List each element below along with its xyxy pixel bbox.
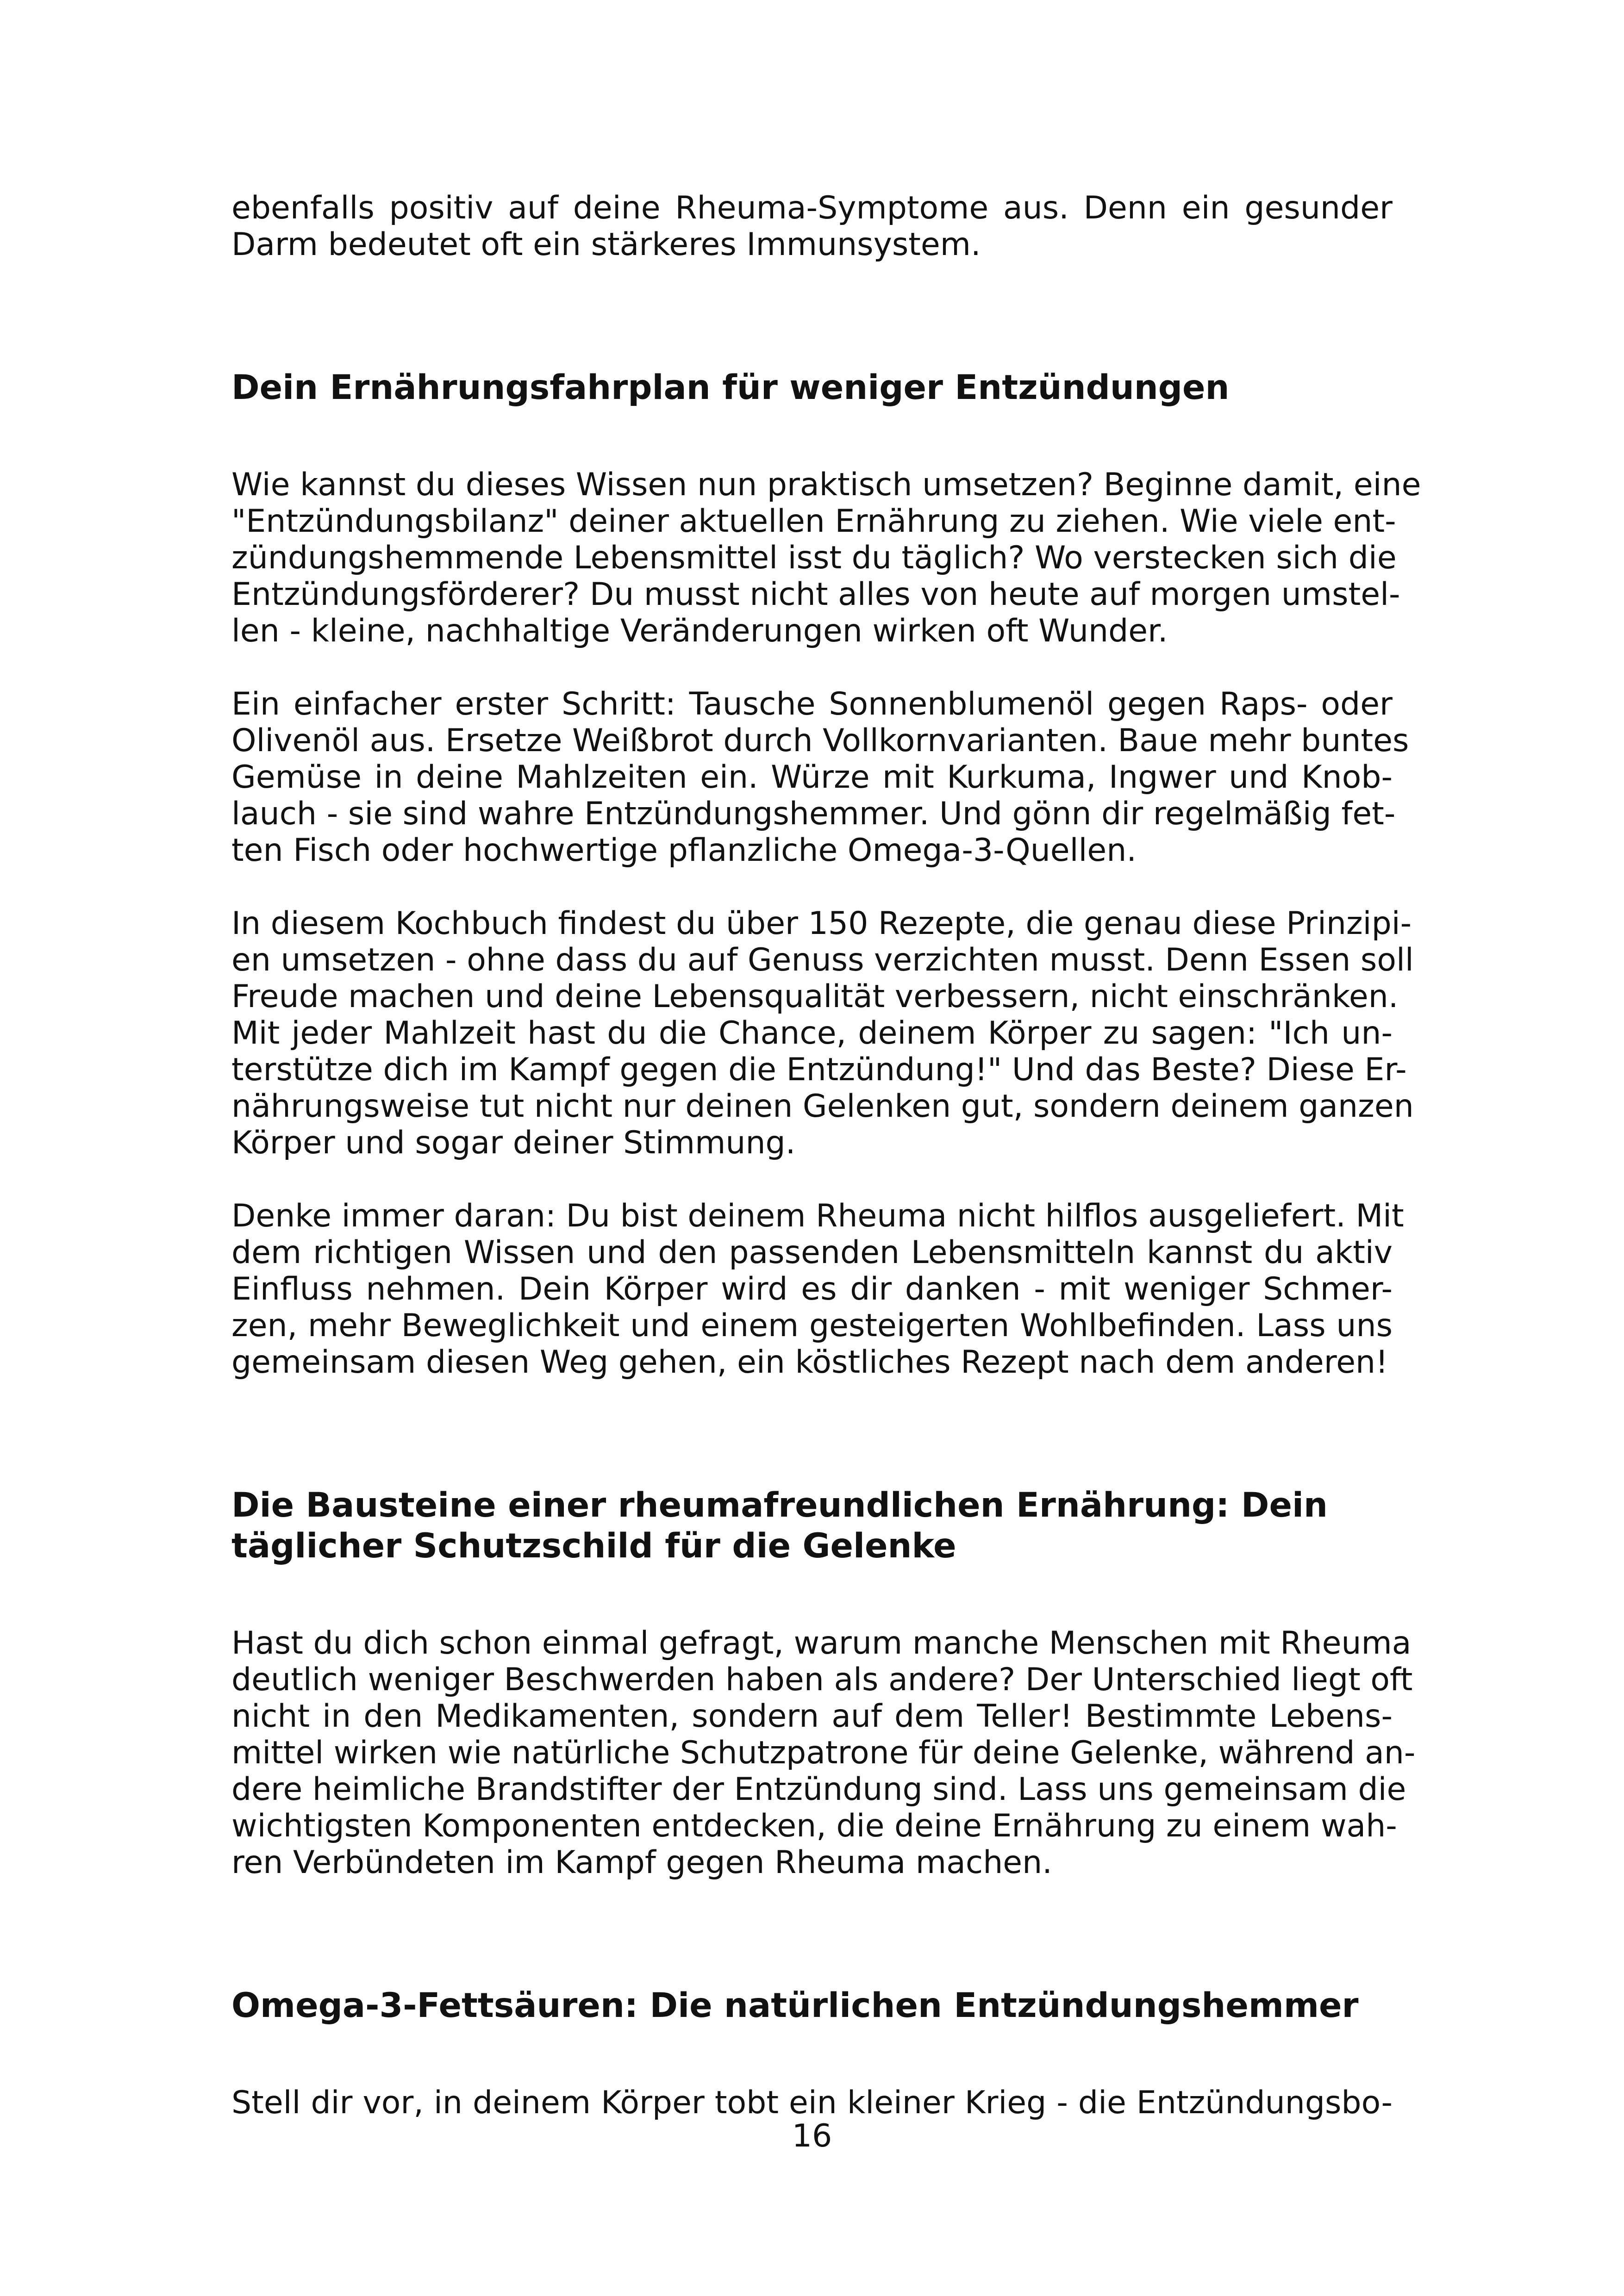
text-line: wichtigsten Komponenten entdecken, die deine Ernährung zu einem wah-	[231, 1808, 1397, 1844]
section-heading-ernaehrungsfahrplan: Dein Ernährungsfahrplan für weniger Entzündungen	[231, 368, 1230, 407]
section-heading-bausteine	[231, 1485, 1393, 1567]
text-line: zündungshemmende Lebensmittel isst du täglich? Wo verstecken sich die	[231, 540, 1397, 576]
text-line: Ein einfacher erster Schritt: Tausche Sonnenblumenöl gegen Raps- oder	[231, 686, 1393, 722]
text-line: lauch - sie sind wahre Entzündungshemmer. Und gönn dir regelmäßig fet-	[231, 796, 1396, 832]
text-line: Stell dir vor, in deinem Körper tobt ein kleiner Krieg - die Entzündungsbo-	[231, 2084, 1393, 2121]
text-line: Darm bedeutet oft ein stärkeres Immunsystem.	[231, 226, 981, 263]
text-line: Einfluss nehmen. Dein Körper wird es dir danken - mit weniger Schmer-	[231, 1271, 1393, 1307]
text-line: Mit jeder Mahlzeit hast du die Chance, deinem Körper zu sagen: "Ich un-	[231, 1015, 1393, 1052]
heading-line: täglicher Schutzschild für die Gelenke	[231, 1526, 956, 1566]
page-body	[231, 190, 1421, 2121]
text-line: dere heimliche Brandstifter der Entzündung sind. Lass uns gemeinsam die	[231, 1771, 1406, 1808]
text-line: nicht in den Medikamenten, sondern auf dem Teller! Bestimmte Lebens-	[231, 1698, 1393, 1735]
intro-paragraph	[231, 190, 1393, 263]
text-line: terstütze dich im Kampf gegen die Entzündung!" Und das Beste? Diese Er-	[231, 1052, 1407, 1088]
paragraph-omega-3	[231, 2084, 1393, 2121]
text-line: Wie kannst du dieses Wissen nun praktisch umsetzen? Beginne damit, eine	[231, 467, 1421, 503]
text-line: len - kleine, nachhaltige Veränderungen wirken oft Wunder.	[231, 613, 1168, 649]
paragraph-erster-schritt	[231, 686, 1409, 869]
text-line: ebenfalls positiv auf deine Rheuma-Symptome aus. Denn ein gesunder	[231, 190, 1393, 226]
text-line: mittel wirken wie natürliche Schutzpatrone für deine Gelenke, während an-	[231, 1735, 1416, 1771]
text-line: ten Fisch oder hochwertige pflanzliche Omega-3-Quellen.	[231, 832, 1137, 869]
text-line: deutlich weniger Beschwerden haben als andere? Der Unterschied liegt oft	[231, 1661, 1413, 1698]
page-number: 16	[792, 2118, 832, 2154]
text-line: en umsetzen - ohne dass du auf Genuss verzichten musst. Denn Essen soll	[231, 942, 1414, 978]
text-line: In diesem Kochbuch findest du über 150 Rezepte, die genau diese Prinzipi-	[231, 905, 1412, 942]
text-line: Hast du dich schon einmal gefragt, warum manche Menschen mit Rheuma	[231, 1625, 1412, 1661]
text-line: zen, mehr Beweglichkeit und einem gesteigerten Wohlbefinden. Lass uns	[231, 1307, 1393, 1344]
section-heading-omega-3: Omega-3-Fettsäuren: Die natürlichen Entzündungshemmer	[231, 1986, 1359, 2025]
text-line: Denke immer daran: Du bist deinem Rheuma nicht hilflos ausgeliefert. Mit	[231, 1198, 1404, 1234]
text-line: Körper und sogar deiner Stimmung.	[231, 1125, 796, 1161]
paragraph-bausteine	[231, 1625, 1416, 1881]
text-line: Entzündungsförderer? Du musst nicht alles von heute auf morgen umstel-	[231, 576, 1400, 613]
text-line: ren Verbündeten im Kampf gegen Rheuma machen.	[231, 1844, 1052, 1881]
paragraph-denke-daran	[231, 1198, 1404, 1381]
paragraph-kochbuch	[231, 905, 1414, 1161]
text-line: dem richtigen Wissen und den passenden Lebensmitteln kannst du aktiv	[231, 1234, 1393, 1271]
text-line: Freude machen und deine Lebensqualität verbessern, nicht einschränken.	[231, 978, 1399, 1015]
paragraph-entzuendungsbilanz	[231, 467, 1421, 649]
text-line: Gemüse in deine Mahlzeiten ein. Würze mit Kurkuma, Ingwer und Knob-	[231, 759, 1393, 796]
text-line: "Entzündungsbilanz" deiner aktuellen Ernährung zu ziehen. Wie viele ent-	[231, 503, 1396, 540]
text-line: nährungsweise tut nicht nur deinen Gelenken gut, sondern deinem ganzen	[231, 1088, 1414, 1125]
heading-line: Die Bausteine einer rheumafreundlichen Ernährung: Dein	[231, 1486, 1328, 1525]
text-line: gemeinsam diesen Weg gehen, ein köstliches Rezept nach dem anderen!	[231, 1344, 1388, 1381]
text-line: Olivenöl aus. Ersetze Weißbrot durch Vollkornvarianten. Baue mehr buntes	[231, 722, 1409, 759]
